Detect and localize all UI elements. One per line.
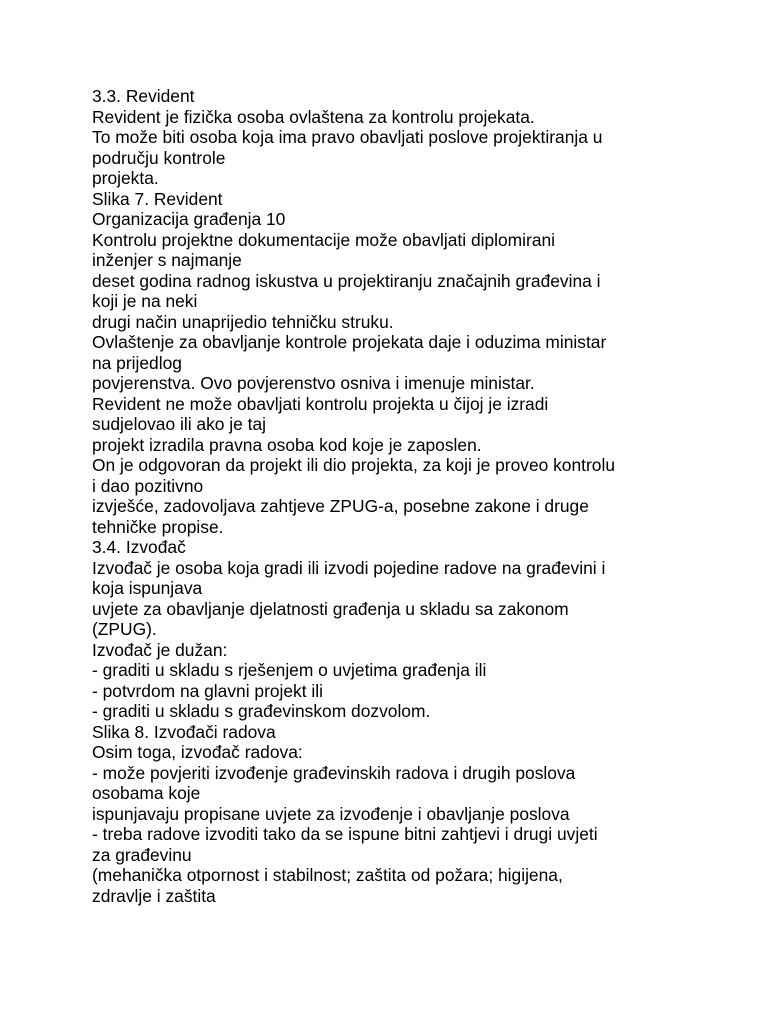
text-line: Izvođač je osoba koja gradi ili izvodi pojedine radove na građevini i: [92, 557, 606, 578]
text-line: drugi način unaprijedio tehničku struku.: [92, 311, 394, 332]
text-line: na prijedlog: [92, 352, 182, 373]
text-line: deset godina radnog iskustva u projektiranju značajnih građevina i: [92, 270, 601, 291]
text-line: inženjer s najmanje: [92, 250, 242, 270]
text-line: - potvrdom na glavni projekt ili: [92, 680, 324, 701]
text-line: Izvođač je dužan:: [92, 639, 228, 660]
text-line: On je odgovoran da projekt ili dio projekta, za koji je proveo kontrolu: [92, 455, 615, 475]
text-line: Slika 7. Revident: [92, 188, 223, 209]
text-line: - graditi u skladu s rješenjem o uvjetima građenja ili: [92, 660, 487, 680]
text-line: koji je na neki: [92, 291, 198, 311]
text-line: To može biti osoba koja ima pravo obavljati poslove projektiranja u: [92, 127, 603, 147]
text-line: povjerenstva. Ovo povjerenstvo osniva i imenuje ministar.: [92, 373, 535, 393]
text-line: i dao pozitivno: [92, 475, 204, 496]
text-line: sudjelovao ili ako je taj: [92, 414, 267, 434]
text-line: zdravlje i zaštita: [92, 885, 216, 906]
text-line: Organizacija građenja 10: [92, 209, 286, 229]
text-line: projekta.: [92, 168, 159, 188]
text-line: ispunjavaju propisane uvjete za izvođenje i obavljanje poslova: [92, 803, 570, 824]
text-line: Slika 8. Izvođači radova: [92, 721, 276, 742]
text-line: - treba radove izvoditi tako da se ispune bitni zahtjevi i drugi uvjeti: [92, 824, 598, 844]
text-line: Kontrolu projektne dokumentacije može obavljati diplomirani: [92, 229, 556, 250]
text-line: Ovlaštenje za obavljanje kontrole projekata daje i oduzima ministar: [92, 332, 607, 352]
text-line: projekt izradila pravna osoba kod koje je zaposlen.: [92, 434, 482, 455]
text-line: Revident ne može obavljati kontrolu projekta u čijoj je izradi: [92, 393, 549, 414]
text-line: osobama koje: [92, 783, 201, 803]
text-line: 3.4. Izvođač: [92, 537, 186, 557]
text-line: - graditi u skladu s građevinskom dozvolom.: [92, 701, 431, 721]
text-line: za građevinu: [92, 844, 192, 865]
text-line: koja ispunjava: [92, 578, 203, 598]
text-line: uvjete za obavljanje djelatnosti građenja u skladu sa zakonom: [92, 598, 569, 619]
document-page: [92, 86, 692, 906]
text-line: - može povjeriti izvođenje građevinskih radova i drugih poslova: [92, 762, 576, 783]
text-line: području kontrole: [92, 147, 226, 168]
text-line: 3.3. Revident: [92, 86, 195, 106]
text-line: (mehanička otpornost i stabilnost; zaštita od požara; higijena,: [92, 865, 563, 885]
text-line: Osim toga, izvođač radova:: [92, 742, 303, 762]
text-line: (ZPUG).: [92, 619, 157, 639]
text-line: tehničke propise.: [92, 516, 224, 537]
text-line: Revident je fizička osoba ovlaštena za kontrolu projekata.: [92, 106, 535, 127]
text-line: izvješće, zadovoljava zahtjeve ZPUG-a, posebne zakone i druge: [92, 496, 589, 516]
